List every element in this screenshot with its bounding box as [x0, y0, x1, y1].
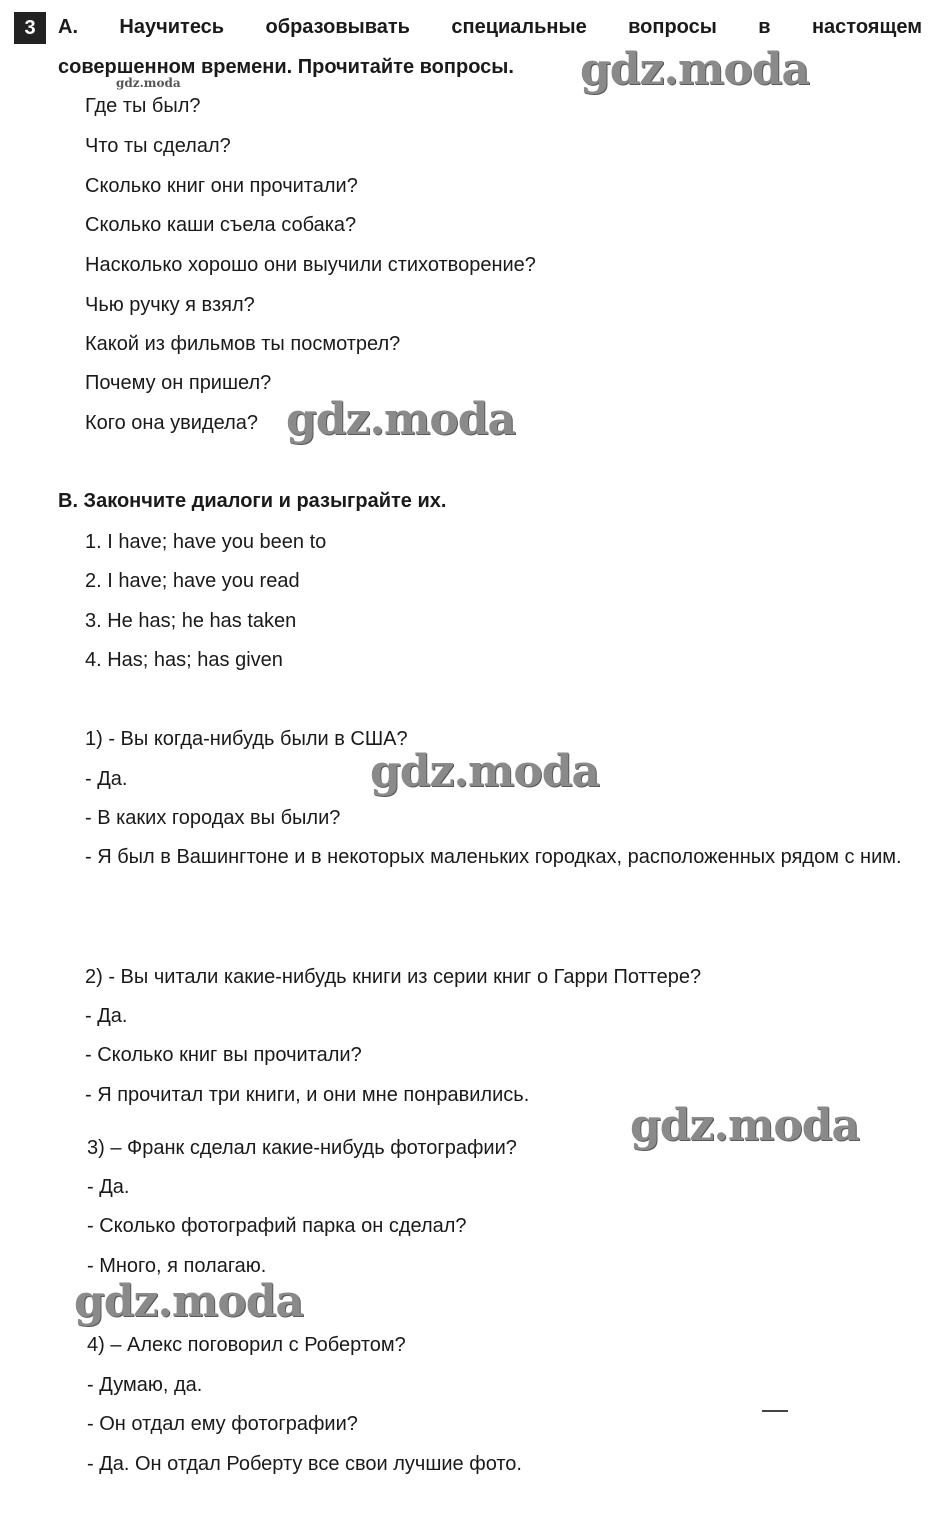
dialogue-2-line-2: - Да.	[85, 1005, 128, 1027]
dialogue-3-line-1: 3) – Франк сделал какие-нибудь фотографии?	[87, 1137, 517, 1159]
question-6: Чью ручку я взял?	[85, 294, 255, 316]
question-2: Что ты сделал?	[85, 135, 231, 157]
dialogue-3-line-2: - Да.	[87, 1176, 130, 1198]
watermark-3: gdz.moda	[370, 746, 600, 797]
answer-3: 3. He has; he has taken	[85, 610, 297, 632]
dialogue-3-line-3: - Сколько фотографий парка он сделал?	[87, 1215, 467, 1237]
dialogue-4-line-1: 4) – Алекс поговорил с Робертом?	[87, 1334, 406, 1356]
dialogue-2-line-4: - Я прочитал три книги, и они мне понравились.	[85, 1084, 530, 1106]
watermark-2: gdz.moda	[286, 394, 516, 445]
exercise-number-badge: 3	[14, 12, 46, 44]
stray-dash-mark	[762, 1410, 788, 1412]
question-5: Насколько хорошо они выучили стихотворение?	[85, 254, 536, 276]
dialogue-1-line-3: - В каких городах вы были?	[85, 807, 341, 829]
section-b-heading: B. Закончите диалоги и разыграйте их.	[58, 490, 447, 512]
dialogue-4-line-3: - Он отдал ему фотографии?	[87, 1413, 358, 1435]
question-4: Сколько каши съела собака?	[85, 214, 357, 236]
watermark-5: gdz.moda	[74, 1276, 304, 1327]
question-9: Кого она увидела?	[85, 412, 258, 434]
question-8: Почему он пришел?	[85, 372, 272, 394]
dialogue-2-line-3: - Сколько книг вы прочитали?	[85, 1044, 362, 1066]
dialogue-3-line-4: - Много, я полагаю.	[87, 1255, 267, 1277]
answer-1: 1. I have; have you been to	[85, 531, 327, 553]
dialogue-4-line-4: - Да. Он отдал Роберту все свои лучшие фото.	[87, 1453, 522, 1475]
dialogue-1-line-1: 1) - Вы когда-нибудь были в США?	[85, 728, 408, 750]
dialogue-1-line-2: - Да.	[85, 768, 128, 790]
question-3: Сколько книг они прочитали?	[85, 175, 358, 197]
question-7: Какой из фильмов ты посмотрел?	[85, 333, 401, 355]
dialogue-2-line-1: 2) - Вы читали какие-нибудь книги из серии книг о Гарри Поттере?	[85, 966, 702, 988]
watermark-small: gdz.moda	[116, 76, 181, 90]
answer-4: 4. Has; has; has given	[85, 649, 283, 671]
section-a-heading-line2: совершенном времени. Прочитайте вопросы.	[58, 56, 514, 78]
answer-2: 2. I have; have you read	[85, 570, 300, 592]
watermark-4: gdz.moda	[630, 1100, 860, 1151]
section-a-heading-line1: A. Научитесь образовывать специальные вопросы в настоящем	[58, 16, 922, 38]
dialogue-1-line-4: - Я был в Вашингтоне и в некоторых маленьких городках, расположенных рядом с ним.	[85, 846, 902, 868]
question-1: Где ты был?	[85, 95, 201, 117]
watermark-1: gdz.moda	[580, 44, 810, 95]
dialogue-4-line-2: - Думаю, да.	[87, 1374, 203, 1396]
